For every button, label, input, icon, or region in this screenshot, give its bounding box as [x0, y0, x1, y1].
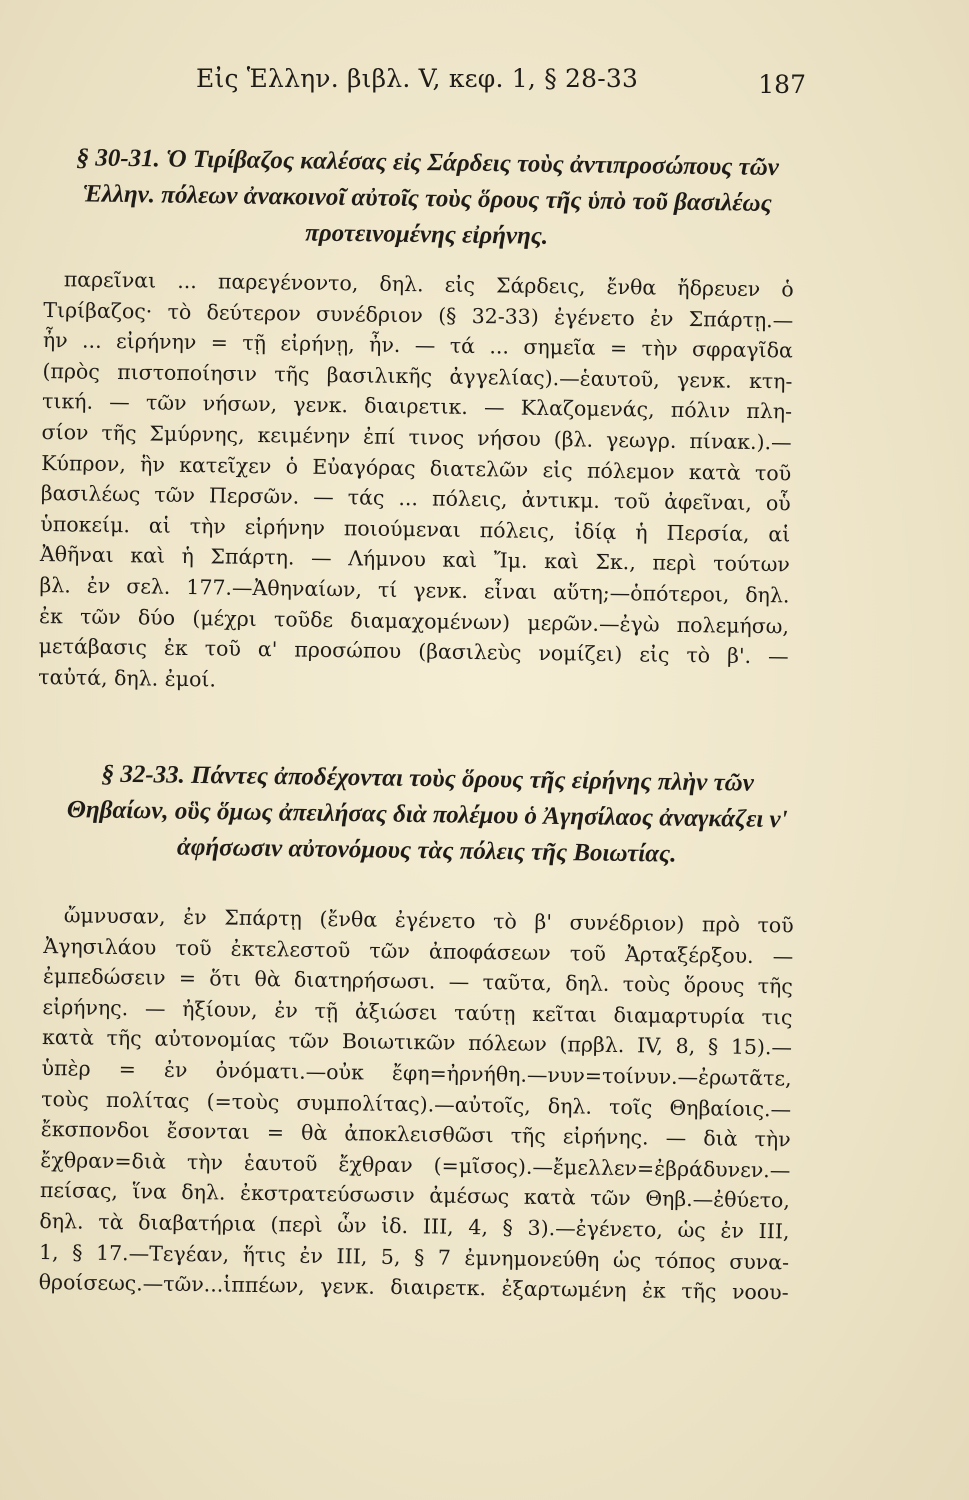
commentary-paragraph-32-33	[38, 900, 793, 1308]
text-line: ἦν ... εἰρήνην = τῇ εἰρήνῃ, ἦν. — τά ... σημεῖα = τὴν σφραγῖδα	[42, 328, 794, 363]
text-line: Ἀθῆναι καὶ ἡ Σπάρτη. — Λήμνου καὶ Ἴμ. καὶ Σκ., περὶ τούτων	[39, 542, 791, 577]
text-line: ταὐτά, δηλ. ἐμοί.	[38, 664, 217, 692]
text-line: (πρὸς πιστοποίησιν τῆς βασιλικῆς ἀγγελίας).—ἑαυτοῦ, γενκ. κτη-	[42, 358, 793, 394]
text-line: 1, § 17.—Τεγέαν, ἥτις ἐν III, 5, § 7 ἐμνημονεύθη ὡς τόπος συνα-	[38, 1239, 790, 1274]
text-line: τική. — τῶν νήσων, γενκ. διαιρετικ. — Κλαζομενάς, πόλιν πλη-	[41, 389, 793, 424]
text-line: σίον τῆς Σμύρνης, κειμένην ἐπί τινος νήσου (βλ. γεωγρ. πίνακ.).—	[41, 419, 792, 455]
text-line: εἰρήνης. — ἠξίουν, ἐν τῇ ἀξιώσει ταύτῃ κεῖται διαμαρτυρία τις	[42, 994, 793, 1030]
text-line: θροίσεως.—τῶν...ἱππέων, γενκ. διαιρετκ. ἐξαρτωμένη ἐκ τῆς νοου-	[38, 1270, 789, 1305]
text-line: ἔκσπονδοι ἔσονται = θὰ ἀποκλεισθῶσι τῆς εἰρήνης. — διὰ τὴν	[40, 1117, 791, 1152]
section-heading-30-31: § 30-31. Ὁ Τιρίβαζος καλέσας εἰς Σάρδεις τοὺς ἀντιπροσώπους τῶν Ἑλλην. πόλεων ἀνακοινοῖ αὐτοῖς τοὺς ὅρους τῆς ὑπὸ τοῦ βασιλέως προτεινομένης εἰρήνης.	[76, 144, 780, 250]
running-title: Εἰς Ἑλλην. βιβλ. V, κεφ. 1, § 28-33	[196, 64, 639, 93]
section-heading-32-33: § 32-33. Πάντες ἀποδέχονται τοὺς ὅρους τῆς εἰρήνης πλὴν τῶν Θηβαίων, οὓς ὅμως ἀπειλήσας διὰ πολέμου ὁ Ἀγησίλαος ἀναγκάζει ν' ἀφήσωσιν αὐτονόμους τὰς πόλεις τῆς Βοιωτίας.	[66, 760, 788, 868]
text-line: βλ. ἐν σελ. 177.—Ἀθηναίων, τί γενκ. εἶναι αὕτη;—ὁπότεροι, δηλ.	[39, 572, 790, 608]
text-line: δηλ. τὰ διαβατήρια (περὶ ὧν ἰδ. III, 4, § 3).—ἐγένετο, ὡς ἐν III,	[39, 1208, 790, 1244]
text-line: Τιρίβαζος· τὸ δεύτερον συνέδριον (§ 32-33) ἐγένετο ἐν Σπάρτῃ.—	[43, 297, 794, 333]
commentary-paragraph-30-31	[38, 264, 794, 703]
text-line: κατὰ τῆς αὐτονομίας τῶν Βοιωτικῶν πόλεων (πρβλ. IV, 8, § 15).—	[41, 1025, 793, 1060]
text-line: παρεῖναι ... παρεγένοντο, δηλ. εἰς Σάρδεις, ἔνθα ἤδρευεν ὁ	[63, 267, 794, 302]
text-line: Ἀγησιλάου τοῦ ἐκτελεστοῦ τῶν ἀποφάσεων τοῦ Ἀρταξέρξου. —	[43, 933, 794, 969]
text-line: μετάβασις ἐκ τοῦ α' προσώπου (βασιλεὺς νομίζει) εἰς τὸ β'. —	[38, 634, 789, 669]
running-header	[196, 64, 806, 104]
text-line: ἐκ τῶν δύο (μέχρι τοῦδε διαμαχομένων) μερῶν.—ἐγὼ πολεμήσω,	[38, 603, 790, 638]
text-line: ὑποκείμ. αἱ τὴν εἰρήνην ποιούμεναι πόλεις, ἰδίᾳ ἡ Περσία, αἱ	[40, 511, 791, 547]
text-line: ἔχθραν=διὰ τὴν ἑαυτοῦ ἔχθραν (=μῖσος).—ἔμελλεν=ἐβράδυνεν.—	[40, 1147, 791, 1183]
text-line: ὤμνυσαν, ἐν Σπάρτῃ (ἔνθα ἐγένετο τὸ β' συνέδριον) πρὸ τοῦ	[63, 903, 794, 938]
page-number: 187	[758, 70, 806, 99]
text-line: ἐμπεδώσειν = ὅτι θὰ διατηρήσωσι. — ταῦτα, δηλ. τοὺς ὅρους τῆς	[42, 964, 794, 999]
text-line: ὑπὲρ = ἐν ὀνόματι.—οὐκ ἔφη=ἠρνήθη.—νυν=τοίνυν.—ἐρωτᾶτε,	[41, 1055, 792, 1091]
text-line: πείσας, ἵνα δηλ. ἐκστρατεύσωσιν ἀμέσως κατὰ τῶν Θηβ.—ἐθύετο,	[39, 1178, 791, 1213]
text-line: βασιλέως τῶν Περσῶν. — τάς ... πόλεις, ἀντικμ. τοῦ ἀφεῖναι, οὗ	[40, 481, 791, 516]
text-line: Κύπρον, ἣν κατεῖχεν ὁ Εὐαγόρας διατελῶν εἰς πόλεμον κατὰ τοῦ	[41, 450, 792, 486]
text-line: τοὺς πολίτας (=τοὺς συμπολίτας).—αὐτοῖς, δηλ. τοῖς Θηβαίοις.—	[41, 1086, 792, 1122]
